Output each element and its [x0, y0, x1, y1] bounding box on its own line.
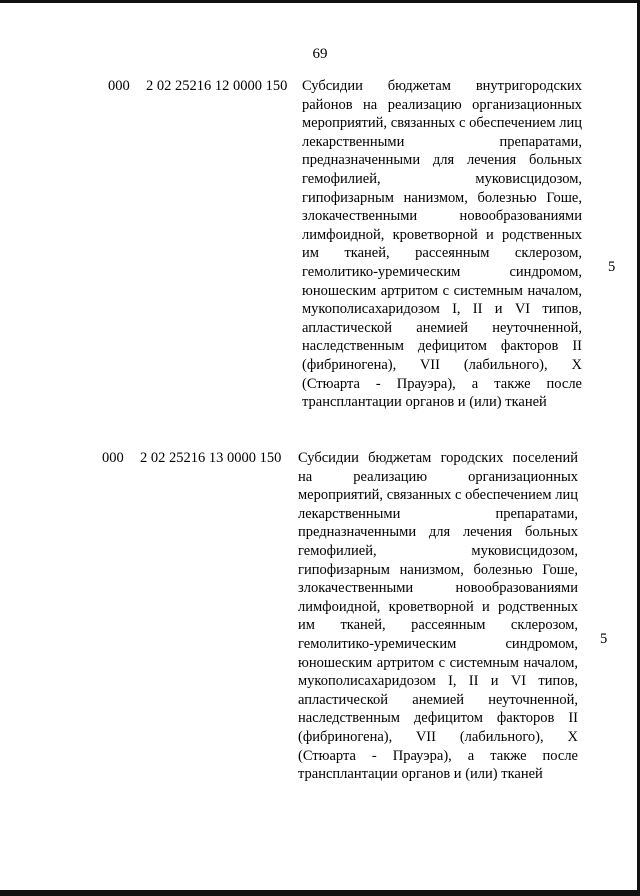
- scan-border-top: [0, 0, 640, 3]
- page-number: 69: [312, 46, 328, 62]
- amount-value: 5: [600, 631, 608, 647]
- amount-value: 5: [608, 259, 616, 275]
- administrator-code: 000: [102, 450, 124, 466]
- scan-border-bottom: [0, 890, 640, 896]
- administrator-code: 000: [108, 78, 130, 94]
- budget-classification-code: 2 02 25216 12 0000 150: [146, 78, 288, 94]
- budget-classification-code: 2 02 25216 13 0000 150: [140, 450, 282, 466]
- income-description: Субсидии бюджетам городских поселений на реализацию организационных мероприятий, связанных с обеспечением лиц лекарственными препаратами, предназначенными для лечения больных гемофилией, муковисцидозом, гипофизарным нанизмом, болезнью Гоше, злокачественными новообразованиями лимфоидной, кроветворной и родственных им тканей, рассеянным склерозом, гемолитико-уремическим синдромом, юношеским артритом с системным началом, мукополисахаридозом I, II и VI типов, апластической анемией неуточненной, наследственным дефицитом факторов II (фибриногена), VII (лабильного), X (Стюарта - Прауэра), а также после трансплантации органов и (или) тканей: [298, 450, 578, 783]
- income-description: Субсидии бюджетам внутригородских районов на реализацию организационных мероприятий, связанных с обеспечением лиц лекарственными препаратами, предназначенными для лечения больных гемофилией, муковисцидозом, гипофизарным нанизмом, болезнью Гоше, злокачественными новообразованиями лимфоидной, кроветворной и родственных им тканей, рассеянным склерозом, гемолитико-уремическим синдромом, юношеским артритом с системным началом, мукополисахаридозом I, II и VI типов, апластической анемией неуточненной, наследственным дефицитом факторов II (фибриногена), VII (лабильного), X (Стюарта - Прауэра), а также после трансплантации органов и (или) тканей: [302, 78, 582, 411]
